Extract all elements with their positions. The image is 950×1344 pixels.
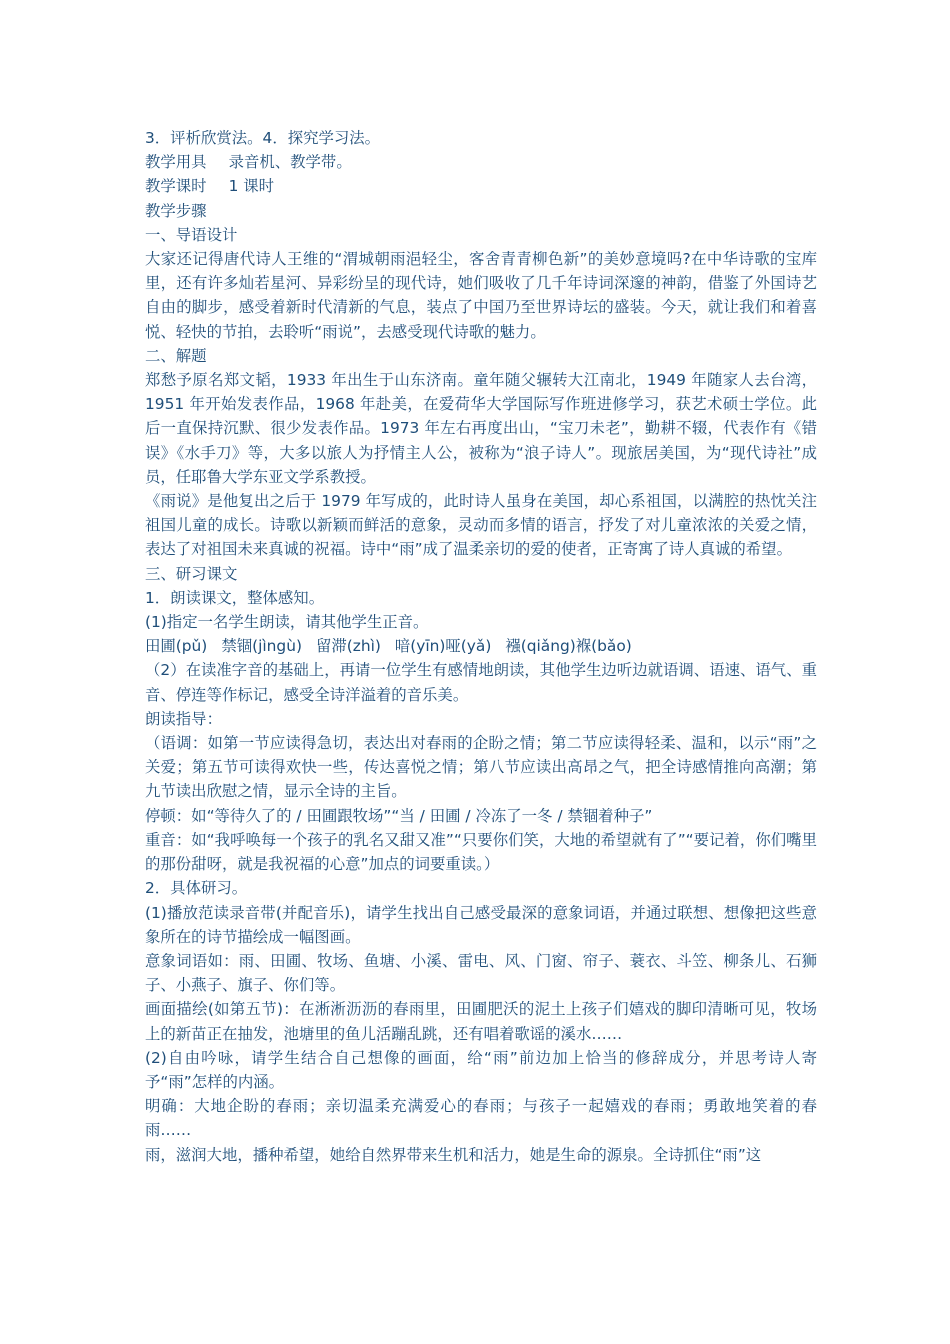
step-1-2-paragraph: （2）在读准字音的基础上，再请一位学生有感情地朗读，其他学生边听边就语调、语速、语气、重音、停连等作标记，感受全诗洋溢着的音乐美。 bbox=[145, 661, 817, 704]
teaching-methods-line: 3．评析欣赏法。4．探究学习法。 bbox=[145, 129, 381, 147]
clarify-paragraph: 明确：大地企盼的春雨；亲切温柔充满爱心的春雨；与孩子一起嬉戏的春雨；勇敢地笑着的春雨…… bbox=[145, 1097, 817, 1140]
pause-line: 停顿：如“等待久了的 / 田圃跟牧场”“当 / 田圃 / 冷冻了一冬 / 禁锢着种子” bbox=[145, 806, 653, 825]
poem-intro-paragraph: 《雨说》是他复出之后于 1979 年写成的，此时诗人虽身在美国，却心系祖国，以满腔的热忱关注祖国儿童的成长。诗歌以新颖而鲜活的意象，灵动而多情的语言，抒发了对儿童浓浓的关爱之情，表达了对祖国未来真诚的祝福。诗中“雨”成了温柔亲切的爱的使者，正寄寓了诗人真诚的希望。 bbox=[145, 492, 817, 559]
teaching-hours-label: 教学课时 bbox=[145, 177, 207, 196]
document-body bbox=[145, 126, 817, 1167]
rain-paragraph: 雨，滋润大地，播种希望，她给自然界带来生机和活力，她是生命的源泉。全诗抓住“雨”这 bbox=[145, 1145, 762, 1164]
tone-paragraph: （语调：如第一节应读得急切，表达出对春雨的企盼之情；第二节应读得轻柔、温和，以示“雨”之关爱；第五节可读得欢快一些，传达喜悦之情；第八节应读出高昂之气，把全诗感情推向高潮；第九节读出欣慰之情，显示全诗的主旨。 bbox=[145, 734, 817, 801]
pinyin-word: 田圃(pǔ) bbox=[145, 637, 208, 656]
pinyin-word: 禁锢(jìngù) bbox=[221, 637, 302, 656]
section-heading-study: 三、研习课文 bbox=[145, 564, 238, 583]
intro-paragraph: 大家还记得唐代诗人王维的“渭城朝雨浥轻尘，客舍青青柳色新”的美妙意境吗?在中华诗歌的宝库里，还有许多灿若星河、异彩纷呈的现代诗，她们吸收了几千年诗词深邃的神韵，借鉴了外国诗艺自由的脚步，感受着新时代清新的气息，装点了中国乃至世界诗坛的盛装。今天，就让我们和着喜悦、轻快的节拍，去聆听“雨说”，去感受现代诗歌的魅力。 bbox=[145, 250, 817, 341]
pinyin-words-line bbox=[145, 634, 817, 658]
step-2-1-paragraph: (1)播放范读录音带(并配音乐)，请学生找出自己感受最深的意象词语，并通过联想、想像把这些意象所在的诗节描绘成一幅图画。 bbox=[145, 903, 817, 946]
pinyin-word: 襁(qiǎng)褓(bǎo) bbox=[505, 637, 632, 656]
step-2-2-paragraph: (2)自由吟咏，请学生结合自己想像的画面，给“雨”前边加上恰当的修辞成分，并思考诗人寄予“雨”怎样的内涵。 bbox=[145, 1048, 817, 1091]
teaching-hours-line bbox=[145, 174, 817, 198]
author-paragraph: 郑愁予原名郑文韬，1933 年出生于山东济南。童年随父辗转大江南北，1949 年随家人去台湾，1951 年开始发表作品，1968 年赴美，在爱荷华大学国际写作班进修学习，获艺术硕士学位。此后一直保持沉默、很少发表作品。1973 年左右再度出山，“宝刀未老”，勤耕不辍，代表作有《错误》《水手刀》等，大多以旅人为抒情主人公，被称为“浪子诗人”。现旅居美国，为“现代诗社”成员，任耶鲁大学东亚文学系教授。 bbox=[145, 371, 817, 486]
section-heading-title-explanation: 二、解题 bbox=[145, 346, 207, 365]
pinyin-word: 留滞(zhì) bbox=[315, 637, 381, 656]
section-heading-intro: 一、导语设计 bbox=[145, 225, 238, 244]
stress-paragraph: 重音：如“我呼唤每一个孩子的乳名又甜又准”“只要你们笑，大地的希望就有了”“要记着，你们嘴里的那份甜呀，就是我祝福的心意”加点的词要重读。） bbox=[145, 830, 817, 874]
step-1-heading: 1．朗读课文，整体感知。 bbox=[145, 588, 325, 607]
teaching-tools-value: 录音机、教学带。 bbox=[228, 153, 352, 172]
step-1-1-line: (1)指定一名学生朗读，请其他学生正音。 bbox=[145, 613, 429, 632]
imagery-paragraph: 意象词语如：雨、田圃、牧场、鱼塘、小溪、雷电、风、门窗、帘子、蓑衣、斗笠、柳条儿、石狮子、小燕子、旗子、你们等。 bbox=[145, 951, 817, 995]
teaching-steps-heading: 教学步骤 bbox=[145, 201, 207, 220]
pinyin-word: 喑(yīn)哑(yǎ) bbox=[394, 637, 492, 656]
teaching-tools-label: 教学用具 bbox=[145, 153, 207, 172]
step-2-heading: 2．具体研习。 bbox=[145, 879, 248, 898]
reading-guide-heading: 朗读指导： bbox=[145, 709, 222, 728]
picture-paragraph: 画面描绘(如第五节)：在淅淅沥沥的春雨里，田圃肥沃的泥土上孩子们嬉戏的脚印清晰可见，牧场上的新苗正在抽发，池塘里的鱼儿活蹦乱跳，还有唱着歌谣的溪水…… bbox=[145, 1000, 817, 1043]
teaching-hours-value: 1 课时 bbox=[228, 177, 275, 196]
teaching-tools-line bbox=[145, 150, 817, 174]
